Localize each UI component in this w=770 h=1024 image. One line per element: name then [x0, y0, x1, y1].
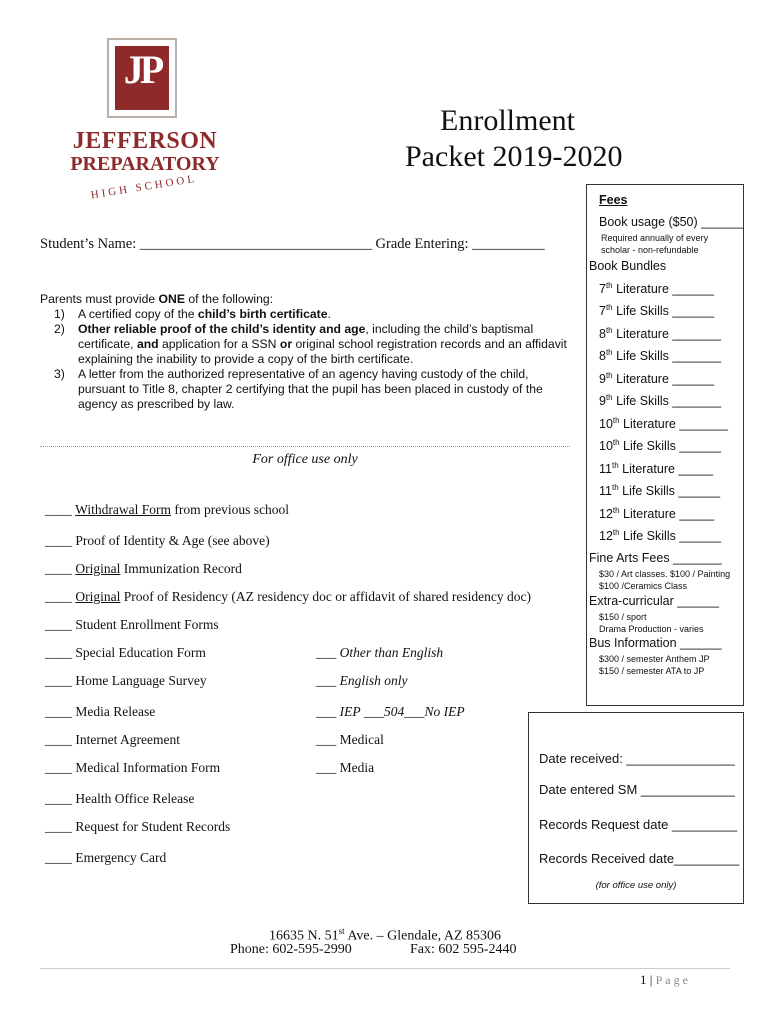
bundle-item[interactable]: 9th Literature ______: [599, 371, 715, 387]
bundle-item[interactable]: 11th Literature _____: [599, 461, 714, 477]
requirement-item: 2) Other reliable proof of the child’s identity and age, including the child’s baptismal certificate, and application for a SSN or original school registration records and an affidavit explaining the inability to provide a copy of the birth certificate.: [54, 322, 567, 366]
records-request-field[interactable]: Records Request date _________: [539, 817, 738, 832]
book-usage-fee[interactable]: Book usage ($50) ______: [599, 215, 743, 229]
crest-letters: JP: [123, 47, 161, 92]
office-use-label: For office use only: [252, 452, 358, 467]
fine-arts-fee[interactable]: Fine Arts Fees _______: [589, 551, 722, 565]
fax-number: Fax: 602 595-2440: [410, 942, 517, 957]
bus-note-1: $300 / semester Anthem JP: [599, 654, 710, 664]
crest-emblem: [107, 38, 177, 118]
checklist-item[interactable]: ____ Internet Agreement: [45, 732, 180, 747]
checklist-item[interactable]: ____ Original Proof of Residency (AZ residency doc or affidavit of shared residency doc): [45, 589, 531, 604]
phone-number: Phone: 602-595-2990: [230, 942, 352, 957]
checklist-item[interactable]: ____ Proof of Identity & Age (see above): [45, 533, 270, 548]
parents-requirements: [40, 292, 568, 412]
fine-arts-note-1: $30 / Art classes. $100 / Painting: [599, 569, 731, 579]
checklist-item[interactable]: ____ Special Education Form: [45, 645, 206, 660]
title-line-1: Enrollment: [440, 104, 575, 137]
records-received-field[interactable]: Records Received date_________: [539, 851, 740, 866]
logo-line-1: JEFFERSON: [72, 128, 218, 154]
checklist-item[interactable]: ____ Student Enrollment Forms: [45, 617, 219, 632]
school-address: 16635 N. 51st Ave. – Glendale, AZ 85306: [268, 926, 502, 944]
fees-title: Fees: [599, 193, 628, 207]
title-line-2: Packet 2019-2020: [405, 140, 623, 173]
student-name-field[interactable]: Student’s Name: ________________________________: [40, 236, 372, 252]
page-indicator: 1 | Page: [640, 972, 691, 987]
school-logo: [60, 38, 230, 208]
media-option[interactable]: ___ Media: [316, 760, 375, 775]
extra-curricular-fee[interactable]: Extra-curricular ______: [589, 594, 719, 608]
bundle-item[interactable]: 7th Life Skills ______: [599, 303, 715, 319]
checklist-item[interactable]: ____ Medical Information Form: [45, 760, 221, 775]
office-use-note: (for office use only): [595, 880, 677, 891]
bundle-item[interactable]: 7th Literature ______: [599, 281, 715, 297]
medical-option[interactable]: ___ Medical: [316, 732, 384, 747]
checklist-item[interactable]: ____ Request for Student Records: [45, 819, 231, 834]
iep-option[interactable]: ___ IEP ___504___No IEP: [316, 704, 465, 719]
date-received-field[interactable]: Date received: _______________: [539, 751, 735, 766]
checklist-item[interactable]: ____ Home Language Survey: [45, 673, 207, 688]
date-entered-field[interactable]: Date entered SM _____________: [539, 782, 735, 797]
extra-note-1: $150 / sport: [599, 612, 647, 622]
bundle-item[interactable]: 11th Life Skills ______: [599, 483, 721, 499]
bus-information-fee[interactable]: Bus Information ______: [589, 636, 722, 650]
parents-intro: Parents must provide ONE of the following:: [40, 292, 274, 306]
student-info-line: [40, 236, 545, 253]
language-option-english[interactable]: ___ English only: [316, 673, 408, 688]
checklist-item[interactable]: ____ Health Office Release: [45, 791, 195, 806]
fees-box: [586, 184, 744, 706]
checklist-item[interactable]: ____ Withdrawal Form from previous school: [45, 502, 290, 517]
bundle-item[interactable]: 10th Life Skills ______: [599, 438, 722, 454]
bundle-item[interactable]: 8th Literature _______: [599, 326, 722, 342]
requirement-item: 3) A letter from the authorized representative of an agency having custody of the child, pursuant to Title 8, chapter 2 certifying that the pupil has been placed in custody of the agency as prescribed by law.: [54, 367, 543, 411]
dotted-divider: [40, 446, 570, 447]
footer-divider: [40, 968, 730, 969]
book-usage-note-1: Required annually of every: [601, 233, 709, 243]
bundle-item[interactable]: 9th Life Skills _______: [599, 393, 722, 409]
book-usage-note-2: scholar - non-refundable: [601, 245, 699, 255]
book-bundles-title: Book Bundles: [589, 259, 667, 273]
bus-note-2: $150 / semester ATA to JP: [599, 666, 705, 676]
bundle-item[interactable]: 10th Literature _______: [599, 416, 728, 432]
extra-note-2: Drama Production - varies: [599, 624, 704, 634]
checklist-item[interactable]: ____ Media Release: [45, 704, 156, 719]
requirement-item: 1) A certified copy of the child’s birth certificate.: [54, 307, 331, 321]
fine-arts-note-2: $100 /Ceramics Class: [599, 581, 688, 591]
bundle-item[interactable]: 8th Life Skills _______: [599, 348, 722, 364]
logo-line-3: HIGH SCHOOL: [90, 172, 198, 202]
office-use-box: [528, 712, 744, 904]
grade-entering-field[interactable]: Grade Entering: __________: [375, 236, 545, 252]
logo-line-2: PREPARATORY: [70, 153, 220, 175]
checklist-item[interactable]: ____ Original Immunization Record: [45, 561, 242, 576]
bundle-item[interactable]: 12th Literature _____: [599, 506, 715, 522]
bundle-item[interactable]: 12th Life Skills ______: [599, 528, 722, 544]
language-option-other[interactable]: ___ Other than English: [316, 645, 444, 660]
checklist-item[interactable]: ____ Emergency Card: [45, 850, 167, 865]
